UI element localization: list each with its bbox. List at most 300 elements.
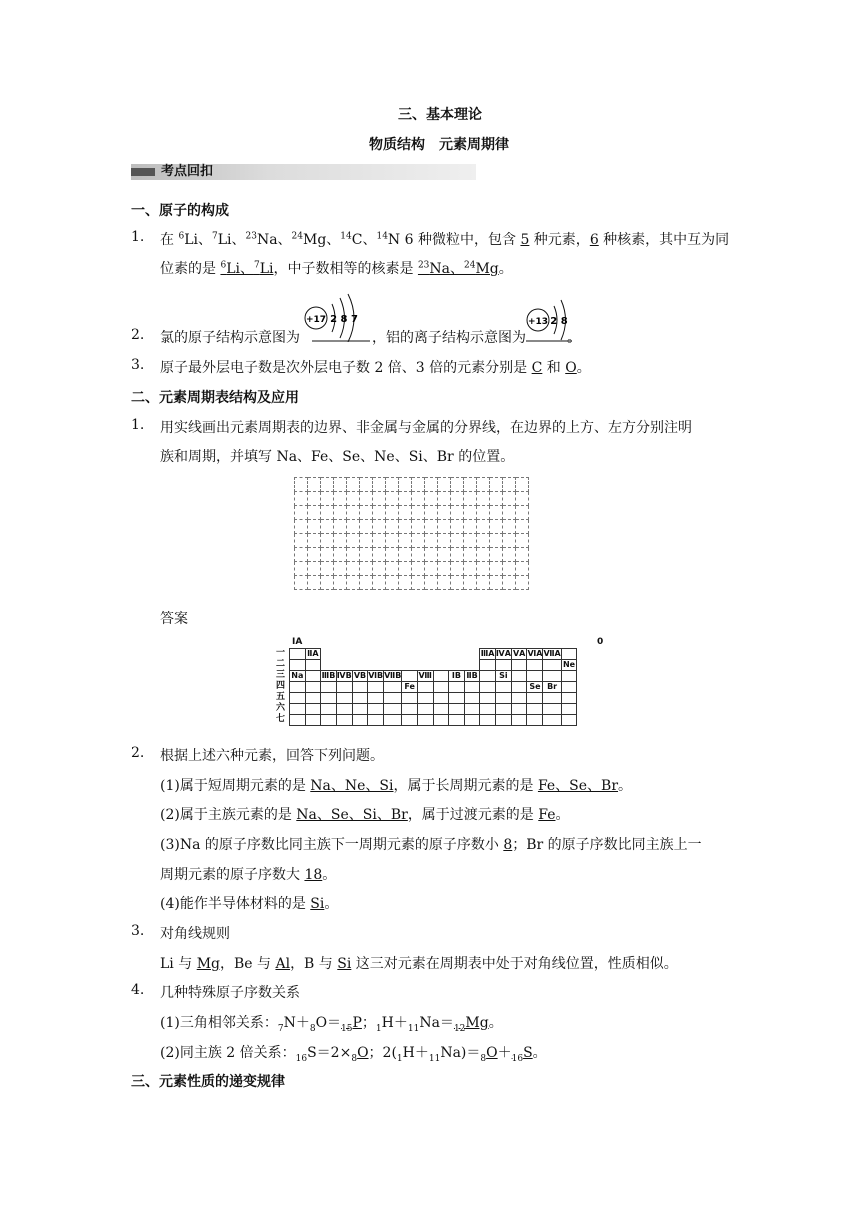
empty-grid-cell: [360, 576, 373, 590]
p3-title: 对角线规则: [160, 926, 230, 942]
q1-line1: 在 $^6$Li、$^7$Li、$^{23}$Na、$^{24}$Mg、$^{14}$C、$^{14}$N 6 种微粒中，包含 5 种元素，6 种核素，其中互为同: [160, 231, 730, 248]
empty-grid-cell: [425, 562, 438, 576]
ptable-cell: ⅢA: [480, 649, 495, 658]
period-5: 五: [276, 692, 286, 702]
empty-grid-cell: [347, 534, 360, 548]
empty-grid-cell: [464, 478, 477, 492]
ptable-cell: [561, 682, 577, 693]
empty-grid-cell: [334, 562, 347, 576]
ptable-cell: [480, 671, 496, 682]
empty-grid-cell: [308, 576, 321, 590]
empty-grid-cell: [360, 492, 373, 506]
ptable-cell: [527, 693, 543, 704]
ptable-top-right: 0: [597, 637, 604, 647]
empty-grid-cell: [451, 492, 464, 506]
ptable-cell: [321, 693, 337, 704]
ptable-cell: [290, 660, 306, 671]
empty-grid-cell: [399, 562, 412, 576]
empty-grid-cell: [516, 548, 529, 562]
banner-block: [131, 168, 155, 176]
empty-grid-cell: [308, 492, 321, 506]
heading-2: 二、元素周期表结构及应用: [131, 390, 299, 406]
empty-grid-cell: [503, 576, 516, 590]
p4-sub1: (1)三角相邻关系：$_7N+_8O=_{15}P$；$_1H+_{11}Na=_{12}Mg$。: [160, 1015, 503, 1034]
empty-grid-cell: [464, 576, 477, 590]
empty-grid-cell: [373, 478, 386, 492]
empty-grid-cell: [425, 576, 438, 590]
empty-grid-cell: [386, 562, 399, 576]
empty-grid-cell: [464, 520, 477, 534]
ptable-cell: Si: [495, 671, 511, 682]
ptable-cell: [352, 693, 368, 704]
empty-grid-cell: [425, 506, 438, 520]
ptable-cell: [543, 715, 561, 726]
empty-grid-cell: [412, 492, 425, 506]
ptable-cell: [495, 660, 511, 671]
empty-grid-cell: [386, 520, 399, 534]
ptable-cell: [305, 704, 321, 715]
ptable-cell: [543, 671, 561, 682]
ptable-cell: [402, 671, 418, 682]
ptable-cell: ⅥB: [368, 671, 384, 680]
empty-grid-cell: [308, 534, 321, 548]
ptable-cell: [336, 682, 352, 693]
empty-grid-cell: [295, 562, 308, 576]
heading-1: 一、原子的构成: [131, 203, 229, 219]
q3-line: 原子最外层电子数是次外层电子数 2 倍、3 倍的元素分别是 C 和 O。: [160, 360, 591, 376]
empty-grid-cell: [347, 576, 360, 590]
empty-grid-cell: [308, 506, 321, 520]
ptable-cell: [321, 660, 337, 671]
empty-grid-cell: [503, 520, 516, 534]
ptable-cell: Fe: [402, 682, 418, 693]
empty-grid-cell: [503, 478, 516, 492]
ptable-cell: ⅣB: [336, 671, 352, 680]
empty-grid-cell: [516, 576, 529, 590]
empty-grid-cell: [451, 478, 464, 492]
empty-grid-cell: [477, 548, 490, 562]
q2-text3: 。: [567, 330, 581, 346]
empty-grid-cell: [295, 506, 308, 520]
svg-text:+17: +17: [305, 315, 327, 325]
empty-grid-cell: [425, 520, 438, 534]
subtitle: 物质结构 元素周期律: [369, 137, 509, 153]
p3-number: 3.: [131, 923, 145, 939]
empty-grid-cell: [373, 520, 386, 534]
empty-grid-cell: [334, 520, 347, 534]
empty-grid-cell: [490, 478, 503, 492]
empty-grid-cell: [360, 506, 373, 520]
ptable-cell: [352, 649, 368, 660]
ptable-cell: [290, 693, 306, 704]
empty-grid-cell: [425, 492, 438, 506]
empty-grid-cell: [503, 548, 516, 562]
ptable-cell: [336, 704, 352, 715]
p4-title: 几种特殊原子序数关系: [160, 985, 300, 1001]
empty-grid-cell: [347, 506, 360, 520]
empty-grid-cell: [438, 548, 451, 562]
ptable-cell: [402, 649, 418, 660]
empty-grid-cell: [360, 534, 373, 548]
empty-grid-cell: [308, 548, 321, 562]
ptable-cell: [290, 704, 306, 715]
empty-grid-cell: [386, 576, 399, 590]
empty-grid-cell: [451, 520, 464, 534]
ptable-cell: [543, 704, 561, 715]
ptable-cell: [305, 682, 321, 693]
banner-label: 考点回扣: [161, 164, 214, 179]
empty-grid-cell: [516, 562, 529, 576]
ptable-cell: ⅤA: [512, 649, 526, 658]
p4-number: 4.: [131, 982, 145, 998]
ptable-cell: [336, 715, 352, 726]
empty-grid-cell: [386, 478, 399, 492]
ptable-cell: [480, 693, 496, 704]
empty-grid-cell: [425, 478, 438, 492]
ptable-cell: [511, 715, 527, 726]
empty-grid-cell: [399, 492, 412, 506]
empty-grid-cell: [438, 562, 451, 576]
section-title: 三、基本理论: [398, 107, 482, 123]
empty-grid-cell: [451, 534, 464, 548]
empty-grid-cell: [373, 492, 386, 506]
ptable-cell: [449, 704, 465, 715]
ptable-cell: [368, 704, 384, 715]
ptable-cell: [527, 704, 543, 715]
empty-grid-cell: [490, 492, 503, 506]
ptable-cell: [402, 715, 418, 726]
ptable-cell: [384, 693, 402, 704]
svg-text:2 8 7: 2 8 7: [330, 314, 358, 325]
empty-grid-cell: [399, 520, 412, 534]
empty-grid-cell: [321, 548, 334, 562]
period-1: 一: [276, 648, 286, 658]
ptable-cell: [368, 682, 384, 693]
ptable-cell: [368, 660, 384, 671]
ptable-cell: [561, 715, 577, 726]
ptable-cell: [352, 682, 368, 693]
ptable-cell: Ne: [562, 660, 576, 669]
ptable-cell: [433, 704, 449, 715]
ptable-cell: [464, 682, 480, 693]
empty-grid-cell: [412, 576, 425, 590]
ptable-cell: ⅤB: [353, 671, 367, 680]
q1-answer-1: 5: [520, 232, 530, 248]
empty-grid-cell: [399, 576, 412, 590]
empty-grid-cell: [373, 548, 386, 562]
q3-number: 3.: [131, 357, 145, 373]
empty-grid-cell: [295, 548, 308, 562]
ptable-cell: [417, 715, 433, 726]
ptable-cell: [527, 715, 543, 726]
empty-grid-cell: [503, 534, 516, 548]
ptable-cell: [417, 704, 433, 715]
empty-grid-cell: [334, 506, 347, 520]
ptable-cell: [561, 693, 577, 704]
ptable-cell: Se: [527, 682, 543, 693]
ptable-cell: [495, 704, 511, 715]
ptable-cell: [384, 682, 402, 693]
empty-grid-cell: [477, 576, 490, 590]
ptable-cell: [290, 715, 306, 726]
empty-grid-cell: [516, 534, 529, 548]
empty-grid-cell: [347, 492, 360, 506]
empty-grid-cell: [477, 534, 490, 548]
svg-text:2 8: 2 8: [550, 316, 568, 327]
aluminum-ion-diagram: [524, 296, 572, 342]
period-3: 三: [276, 670, 286, 680]
empty-grid-cell: [464, 562, 477, 576]
ptable-cell: ⅦB: [384, 671, 402, 680]
empty-grid-cell: [321, 492, 334, 506]
ptable-cell: [290, 682, 306, 693]
empty-grid-cell: [386, 534, 399, 548]
period-labels: [276, 648, 285, 725]
empty-grid-cell: [425, 548, 438, 562]
empty-grid-cell: [490, 534, 503, 548]
empty-grid-cell: [321, 506, 334, 520]
empty-grid-cell: [347, 548, 360, 562]
empty-grid-cell: [373, 506, 386, 520]
empty-grid-cell: [308, 562, 321, 576]
q1-answer-2: 6: [589, 232, 599, 248]
ptable-cell: [495, 693, 511, 704]
empty-grid-cell: [464, 548, 477, 562]
empty-grid-cell: [490, 548, 503, 562]
ptable-cell: [417, 660, 433, 671]
ptable-cell: [464, 704, 480, 715]
empty-grid-cell: [399, 506, 412, 520]
empty-grid-cell: [412, 506, 425, 520]
empty-grid-cell: [516, 520, 529, 534]
empty-grid-cell: [334, 576, 347, 590]
svg-text:+13: +13: [527, 317, 549, 327]
q1-number: 1.: [131, 229, 145, 245]
ptable-cell: Ⅷ: [418, 671, 432, 680]
empty-grid-cell: [334, 548, 347, 562]
ptable-cell: [480, 660, 496, 671]
empty-grid-cell: [399, 548, 412, 562]
ptable-cell: [511, 660, 527, 671]
p2-sub3-line2: 周期元素的原子序数大 18。: [160, 867, 337, 883]
empty-grid-cell: [295, 520, 308, 534]
ptable-cell: [321, 704, 337, 715]
ptable-cell: [561, 671, 577, 682]
q2-text2: ，铝的离子结构示意图为: [372, 330, 526, 346]
q1-answer-3: $^6$Li、$^7$Li: [220, 260, 274, 277]
ptable-cell: [433, 715, 449, 726]
p3-body: Li 与 Mg，Be 与 Al，B 与 Si 这三对元素在周期表中处于对角线位置，性质相似。: [160, 956, 678, 972]
empty-grid-cell: [451, 548, 464, 562]
empty-grid-cell: [490, 520, 503, 534]
ptable-cell: [336, 660, 352, 671]
p1-line2: 族和周期，并填写 Na、Fe、Se、Ne、Si、Br 的位置。: [160, 449, 515, 465]
empty-grid-cell: [386, 506, 399, 520]
period-6: 六: [276, 703, 286, 713]
ptable-cell: Na: [291, 671, 304, 680]
empty-grid-cell: [321, 576, 334, 590]
empty-grid-cell: [412, 478, 425, 492]
period-4: 四: [276, 681, 286, 691]
empty-grid-cell: [503, 562, 516, 576]
ptable-cell: ⅡA: [305, 649, 321, 660]
q3-answer-1: C: [531, 360, 543, 376]
ptable-cell: [368, 649, 384, 660]
ptable-cell: ⅥA: [527, 649, 543, 658]
ptable-cell: [480, 715, 496, 726]
ptable-cell: [384, 660, 402, 671]
empty-grid-cell: [490, 562, 503, 576]
empty-grid-cell: [295, 576, 308, 590]
banner: [131, 164, 476, 180]
ptable-cell: [449, 715, 465, 726]
chlorine-atom-diagram: [300, 290, 370, 342]
ptable-cell: [305, 660, 321, 671]
empty-grid-cell: [490, 506, 503, 520]
empty-grid-cell: [412, 548, 425, 562]
answer-periodic-table: [289, 648, 577, 726]
empty-grid-cell: [360, 520, 373, 534]
ptable-cell: [464, 660, 480, 671]
empty-grid-cell: [308, 478, 321, 492]
empty-grid-cell: [425, 534, 438, 548]
empty-grid-cell: [308, 520, 321, 534]
ptable-cell: [527, 671, 543, 682]
empty-grid-cell: [347, 562, 360, 576]
empty-grid-cell: [295, 534, 308, 548]
empty-grid-cell: [451, 576, 464, 590]
empty-grid-cell: [399, 478, 412, 492]
empty-grid-cell: [477, 478, 490, 492]
ptable-cell: [384, 715, 402, 726]
empty-grid-cell: [477, 562, 490, 576]
ptable-cell: Br: [543, 682, 561, 693]
empty-grid-cell: [373, 562, 386, 576]
ptable-cell: [449, 649, 465, 660]
empty-grid-cell: [438, 492, 451, 506]
empty-grid-cell: [438, 520, 451, 534]
empty-grid-cell: [438, 506, 451, 520]
empty-grid-cell: [516, 478, 529, 492]
empty-grid-cell: [321, 478, 334, 492]
ptable-cell: [464, 715, 480, 726]
ptable-cell: ⅡB: [464, 671, 480, 682]
ptable-cell: [511, 682, 527, 693]
empty-grid-cell: [334, 492, 347, 506]
p1-line1: 用实线画出元素周期表的边界、非金属与金属的分界线，在边界的上方、左方分别注明: [160, 420, 692, 436]
empty-grid-cell: [503, 506, 516, 520]
ptable-cell: [511, 671, 527, 682]
empty-grid-cell: [360, 478, 373, 492]
ptable-cell: [402, 693, 418, 704]
empty-grid-cell: [477, 520, 490, 534]
q2-text1: 氯的原子结构示意图为: [160, 330, 300, 346]
empty-grid-cell: [321, 562, 334, 576]
ptable-cell: ⅠB: [449, 671, 465, 682]
ptable-cell: [368, 715, 384, 726]
empty-grid-cell: [464, 506, 477, 520]
q3-answer-2: O: [565, 360, 577, 376]
p2-sub3-line1: (3)Na 的原子序数比同主族下一周期元素的原子序数小 8；Br 的原子序数比同主族上一: [160, 837, 702, 853]
ptable-cell: [464, 649, 480, 660]
ptable-cell: [321, 649, 337, 660]
ptable-cell: ⅦA: [543, 649, 561, 658]
ptable-cell: [384, 704, 402, 715]
ptable-cell: [402, 660, 418, 671]
empty-grid-cell: [451, 562, 464, 576]
ptable-cell: [352, 715, 368, 726]
ptable-cell: [321, 682, 337, 693]
ptable-cell: [561, 649, 577, 660]
empty-grid-cell: [399, 534, 412, 548]
empty-grid-cell: [347, 520, 360, 534]
p2-text: 根据上述六种元素，回答下列问题。: [160, 748, 384, 764]
empty-grid-cell: [321, 520, 334, 534]
p2-sub4: (4)能作半导体材料的是 Si。: [160, 896, 339, 912]
ptable-cell: [384, 649, 402, 660]
empty-grid-cell: [464, 492, 477, 506]
empty-grid-cell: [295, 492, 308, 506]
q1-line2: 位素的是 $^6$Li、$^7$Li，中子数相等的核素是 $^{23}$Na、$^{24}$Mg。: [160, 260, 513, 277]
empty-grid-cell: [464, 534, 477, 548]
ptable-top-left: ⅠA: [292, 637, 303, 647]
ptable-cell: [433, 682, 449, 693]
ptable-cell: [543, 660, 561, 671]
ptable-cell: [433, 693, 449, 704]
empty-grid-cell: [295, 478, 308, 492]
ptable-cell: [480, 704, 496, 715]
empty-grid-cell: [438, 576, 451, 590]
ptable-cell: [352, 660, 368, 671]
ptable-cell: [290, 649, 306, 660]
empty-grid-cell: [334, 534, 347, 548]
empty-grid-cell: [490, 576, 503, 590]
empty-grid-cell: [360, 548, 373, 562]
ptable-cell: [352, 704, 368, 715]
ptable-cell: [480, 682, 496, 693]
period-2: 二: [276, 659, 286, 669]
ptable-cell: [336, 649, 352, 660]
period-7: 七: [276, 714, 286, 724]
empty-grid-cell: [516, 492, 529, 506]
ptable-cell: [511, 704, 527, 715]
empty-grid-cell: [503, 492, 516, 506]
ptable-cell: [336, 693, 352, 704]
empty-grid-cell: [438, 534, 451, 548]
answer-label: 答案: [160, 611, 188, 627]
empty-grid-cell: [360, 562, 373, 576]
ptable-cell: [417, 693, 433, 704]
empty-grid-cell: [334, 478, 347, 492]
empty-grid-cell: [386, 548, 399, 562]
ptable-cell: [495, 715, 511, 726]
ptable-cell: [543, 693, 561, 704]
ptable-cell: [305, 693, 321, 704]
p2-sub2: (2)属于主族元素的是 Na、Se、Si、Br，属于过渡元素的是 Fe。: [160, 807, 570, 823]
empty-grid-cell: [477, 492, 490, 506]
empty-grid-cell: [347, 478, 360, 492]
empty-grid-cell: [451, 506, 464, 520]
ptable-cell: [417, 649, 433, 660]
p2-number: 2.: [131, 745, 145, 761]
empty-grid-cell: [321, 534, 334, 548]
empty-grid-cell: [477, 506, 490, 520]
empty-grid-cell: [516, 506, 529, 520]
empty-grid-cell: [412, 520, 425, 534]
ptable-cell: [305, 671, 321, 682]
ptable-cell: [449, 660, 465, 671]
ptable-cell: [305, 715, 321, 726]
